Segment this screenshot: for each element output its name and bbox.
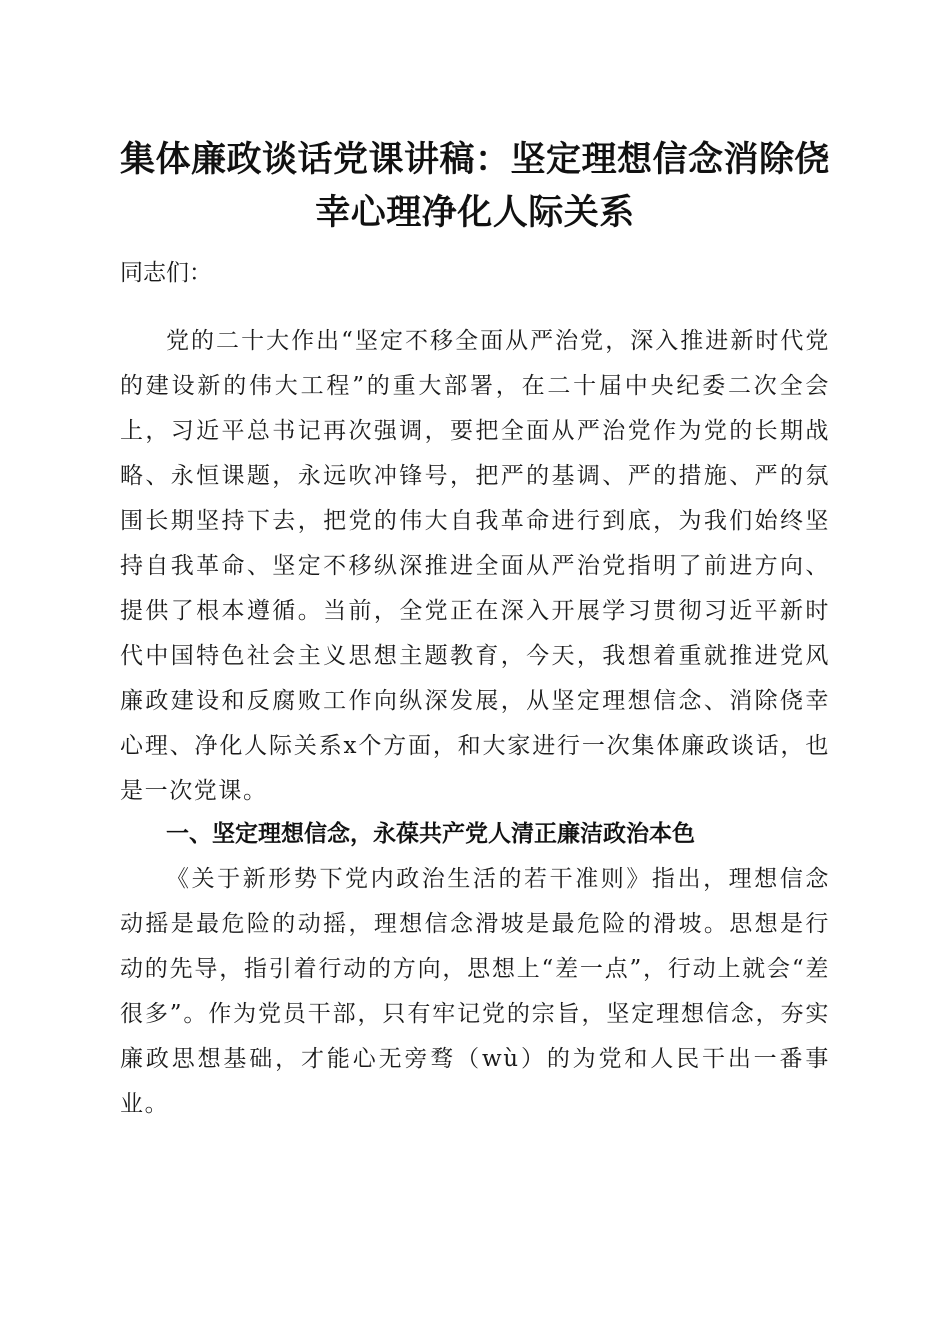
section-heading-1: 一、坚定理想信念，永葆共产党人清正廉洁政治本色 (166, 821, 695, 847)
document-title: 集体廉政谈话党课讲稿：坚定理想信念消除侥幸心理净化人际关系 (119, 139, 830, 233)
paragraph-intro: 党的二十大作出“坚定不移全面从严治党，深入推进新时代党的建设新的伟大工程”的重大部署，在二十届中央纪委二次全会上，习近平总书记再次强调，要把全面从严治党作为党的长期战略、永恒课题，永远吹冲锋号，把严的基调、严的措施、严的氛围长期坚持下去，把党的伟大自我革命进行到底，为我们始终坚持自我革命、坚定不移纵深推进全面从严治党指明了前进方向、提供了根本遵循。当前，全党正在深入开展学习贯彻习近平新时代中国特色社会主义思想主题教育，今天，我想着重就推进党风廉政建设和反腐败工作向纵深发展，从坚定理想信念、消除侥幸心理、净化人际关系x个方面，和大家进行一次集体廉政谈话，也是一次党课。 (120, 328, 830, 804)
salutation: 同志们： (120, 260, 212, 286)
paragraph-section-1: 《关于新形势下党内政治生活的若干准则》指出，理想信念动摇是最危险的动摇，理想信念滑坡是最危险的滑坡。思想是行动的先导，指引着行动的方向，思想上“差一点”，行动上就会“差很多”。作为党员干部，只有牢记党的宗旨，坚定理想信念，夯实廉政思想基础，才能心无旁骛（wù）的为党和人民干出一番事业。 (120, 866, 830, 1117)
